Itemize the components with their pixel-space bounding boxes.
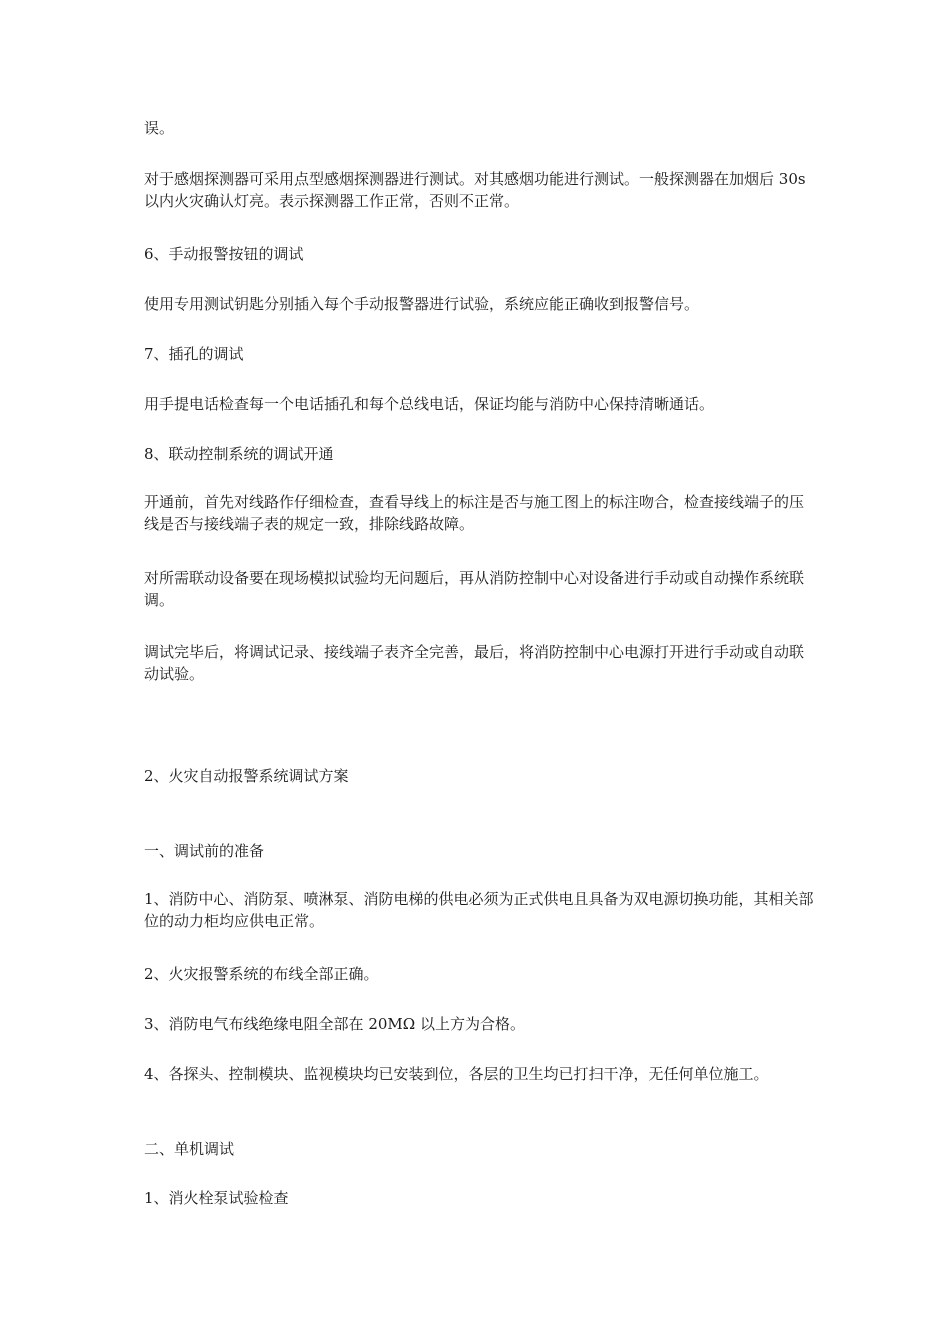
- list-item-wiring: 2、火灾报警系统的布线全部正确。: [144, 965, 379, 983]
- list-item-insulation: 3、消防电气布线绝缘电阻全部在 20MΩ 以上方为合格。: [144, 1015, 525, 1033]
- heading-manual-alarm-button: 6、手动报警按钮的调试: [144, 245, 304, 263]
- list-item-power-supply: 1、消防中心、消防泵、喷淋泵、消防电梯的供电必须为正式供电且具备为双电源切换功能，其相关部位的动力柜均应供电正常。: [144, 890, 814, 930]
- list-item-hydrant-pump: 1、消火栓泵试验检查: [144, 1189, 289, 1207]
- paragraph-after-debug: 调试完毕后，将调试记录、接线端子表齐全完善，最后，将消防控制中心电源打开进行手动或自动联动试验。: [144, 643, 805, 683]
- paragraph-manual-alarm-test: 使用专用测试钥匙分别插入每个手动报警器进行试验，系统应能正确收到报警信号。: [144, 295, 700, 313]
- heading-unit-debug: 二、单机调试: [144, 1140, 235, 1158]
- paragraph-continuation: 误。: [144, 119, 175, 137]
- heading-preparation: 一、调试前的准备: [144, 842, 265, 860]
- paragraph-wiring-check: 开通前，首先对线路作仔细检查，查看导线上的标注是否与施工图上的标注吻合，检查接线端子的压线是否与接线端子表的规定一致，排除线路故障。: [144, 493, 805, 533]
- paragraph-jack-test: 用手提电话检查每一个电话插孔和每个总线电话，保证均能与消防中心保持清晰通话。: [144, 395, 715, 413]
- list-item-detectors-installed: 4、各探头、控制模块、监视模块均已安装到位，各层的卫生均已打扫干净，无任何单位施工。: [144, 1065, 769, 1083]
- heading-jack-debug: 7、插孔的调试: [144, 345, 244, 363]
- paragraph-smoke-detector-test: 对于感烟探测器可采用点型感烟探测器进行测试。对其感烟功能进行测试。一般探测器在加烟后 30s 以内火灾确认灯亮。表示探测器工作正常，否则不正常。: [144, 170, 806, 210]
- paragraph-linkage-simulation: 对所需联动设备要在现场模拟试验均无问题后，再从消防控制中心对设备进行手动或自动操作系统联调。: [144, 569, 805, 609]
- heading-linkage-control: 8、联动控制系统的调试开通: [144, 445, 334, 463]
- heading-fire-alarm-plan: 2、火灾自动报警系统调试方案: [144, 767, 349, 785]
